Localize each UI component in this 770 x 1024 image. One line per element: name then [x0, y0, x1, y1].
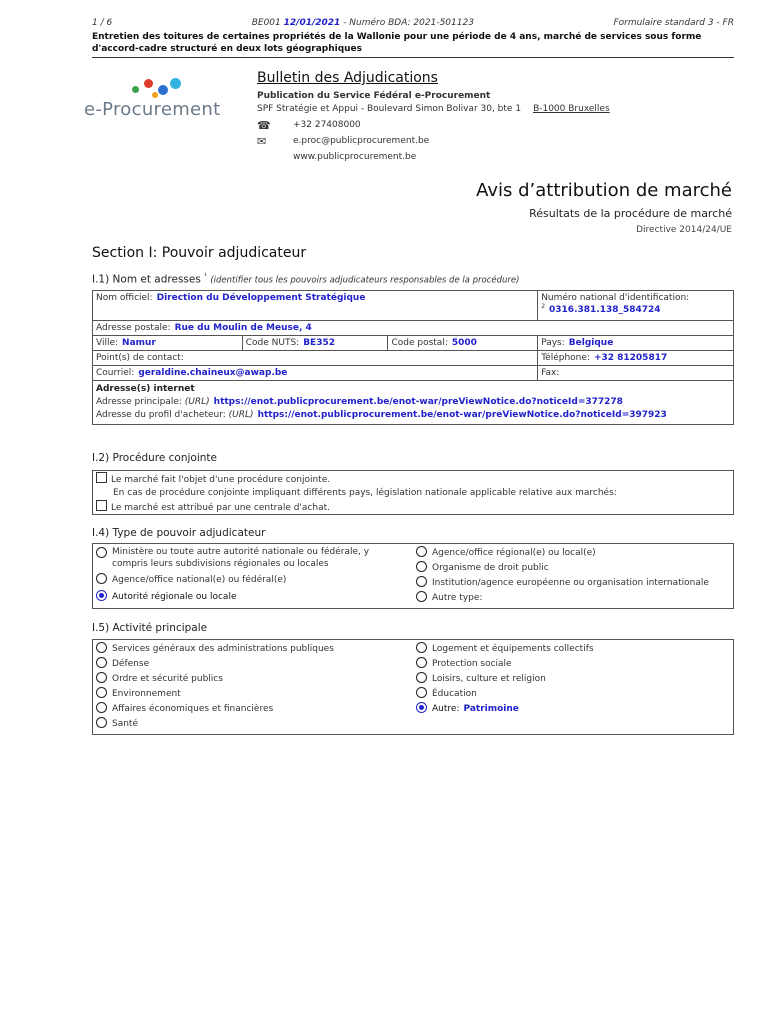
nuts-cell — [242, 336, 388, 351]
contracting-authority-table — [92, 290, 734, 425]
option-ministry: Ministère ou toute autre autorité nationale ou fédérale, y compris leurs subdivisions régionales ou locales — [112, 547, 370, 569]
city-cell — [93, 336, 243, 351]
radio-environment[interactable] — [96, 687, 107, 698]
option-defense: Défense — [112, 659, 150, 669]
option-education: Éducation — [432, 689, 477, 699]
notice-directive: Directive 2014/24/UE — [636, 225, 732, 235]
option-other-activity: Autre: — [432, 704, 460, 714]
bulletin-address: SPF Stratégie et Appui - Boulevard Simon Bolivar 30, bte 1 — [257, 104, 522, 114]
central-purchasing-checkbox[interactable] — [96, 500, 107, 511]
radio-eu-institution[interactable] — [416, 576, 427, 587]
radio-social-protection[interactable] — [416, 657, 427, 668]
nuts-value: BE352 — [303, 338, 335, 348]
joint-procurement-box — [92, 470, 734, 515]
phone-icon: ☎ — [257, 118, 271, 132]
country-label: Pays: — [541, 338, 565, 348]
bulletin-phone: +32 27408000 — [293, 120, 361, 130]
joint-procedure-label: Le marché fait l'objet d'une procédure conjointe. — [111, 475, 331, 485]
main-address-link[interactable]: https://enot.publicprocurement.be/enot-war/preViewNotice.do?noticeId=377278 — [213, 397, 623, 407]
contact-cell — [93, 351, 538, 366]
email-cell — [93, 366, 538, 381]
i2-title: I.2) Procédure conjointe — [92, 452, 217, 464]
main-activity-box — [92, 639, 734, 735]
joint-procedure-checkbox[interactable] — [96, 472, 107, 483]
option-health: Santé — [112, 719, 138, 729]
postal-code-label: Code postal: — [391, 338, 448, 348]
bulletin-city[interactable]: B-1000 Bruxelles — [533, 104, 610, 114]
joint-procedure-law-text: En cas de procédure conjointe impliquant différents pays, législation nationale applicable relative aux marchés: — [113, 488, 617, 498]
other-activity-value: Patrimoine — [463, 704, 519, 714]
profile-url-tag: (URL) — [228, 410, 254, 420]
postal-address-label: Adresse postale: — [96, 323, 171, 333]
contact-label: Point(s) de contact: — [96, 353, 184, 363]
i1-heading — [92, 272, 519, 286]
radio-other-activity[interactable] — [416, 702, 427, 713]
option-general-services: Services généraux des administrations publiques — [112, 644, 334, 654]
notice-subtitle: Résultats de la procédure de marché — [529, 207, 732, 220]
contract-title: Entretien des toitures de certaines propriétés de la Wallonie pour une période de 4 ans, marché de services sous forme d'accord-cadre structuré en deux lots géographiques — [92, 32, 702, 54]
national-id-value: 0316.381.138_584724 — [549, 305, 661, 315]
header-divider — [92, 57, 734, 58]
ref-prefix: BE001 — [251, 18, 281, 28]
bulletin-email[interactable]: e.proc@publicprocurement.be — [293, 136, 430, 146]
radio-economic-affairs[interactable] — [96, 702, 107, 713]
option-social-protection: Protection sociale — [432, 659, 512, 669]
option-public-order: Ordre et sécurité publics — [112, 674, 223, 684]
option-recreation: Loisirs, culture et religion — [432, 674, 546, 684]
fax-label: Fax: — [541, 368, 560, 378]
radio-regional-authority[interactable] — [96, 590, 107, 601]
page-header — [92, 18, 734, 28]
radio-housing[interactable] — [416, 642, 427, 653]
central-purchasing-label: Le marché est attribué par une centrale d'achat. — [111, 503, 330, 513]
buyer-profile-label: Adresse du profil d'acheteur: — [96, 410, 226, 420]
radio-recreation[interactable] — [416, 672, 427, 683]
country-cell — [538, 336, 734, 351]
email-value[interactable]: geraldine.chaineux@awap.be — [138, 368, 288, 378]
internet-label: Adresse(s) internet — [96, 384, 195, 394]
postal-address-cell — [93, 321, 734, 336]
city-label: Ville: — [96, 338, 119, 348]
radio-regional-agency[interactable] — [416, 546, 427, 557]
nuts-label: Code NUTS: — [245, 338, 300, 348]
option-eu-institution: Institution/agence européenne ou organisation internationale — [432, 578, 709, 588]
i5-title: I.5) Activité principale — [92, 622, 208, 634]
authority-type-box — [92, 543, 734, 609]
option-other-type: Autre type: — [432, 593, 483, 603]
notice-date: 12/01/2021 — [283, 18, 341, 28]
official-name-cell — [93, 291, 538, 321]
radio-health[interactable] — [96, 717, 107, 728]
option-national-agency: Agence/office national(e) ou fédéral(e) — [112, 575, 287, 585]
notice-title: Avis d’attribution de marché — [476, 180, 732, 201]
postal-code-value: 5000 — [451, 338, 477, 348]
notice-reference — [252, 18, 474, 28]
national-id-label: Numéro national d'identification: — [541, 293, 690, 303]
bda-number: - Numéro BDA: 2021-501123 — [343, 18, 474, 28]
official-name-label: Nom officiel: — [96, 293, 153, 303]
option-housing: Logement et équipements collectifs — [432, 644, 594, 654]
i1-note: (identifier tous les pouvoirs adjudicateurs responsables de la procédure) — [210, 275, 520, 286]
option-regional-authority: Autorité régionale ou locale — [112, 592, 237, 602]
option-environment: Environnement — [112, 689, 181, 699]
option-regional-agency: Agence/office régional(e) ou local(e) — [432, 548, 596, 558]
bulletin-publisher: Publication du Service Fédéral e-Procurement — [257, 91, 491, 101]
city-value: Namur — [122, 338, 156, 348]
buyer-profile-link[interactable]: https://enot.publicprocurement.be/enot-war/preViewNotice.do?noticeId=397923 — [257, 410, 667, 420]
radio-other-type[interactable] — [416, 591, 427, 602]
bulletin-title[interactable]: Bulletin des Adjudications — [257, 70, 438, 86]
official-name-value: Direction du Développement Stratégique — [156, 293, 366, 303]
radio-defense[interactable] — [96, 657, 107, 668]
radio-education[interactable] — [416, 687, 427, 698]
radio-national-agency[interactable] — [96, 573, 107, 584]
i1-title: I.1) Nom et adresses — [92, 273, 201, 286]
option-public-law-body: Organisme de droit public — [432, 563, 549, 573]
fax-cell — [538, 366, 734, 381]
country-value: Belgique — [568, 338, 614, 348]
i4-title: I.4) Type de pouvoir adjudicateur — [92, 527, 266, 539]
radio-ministry[interactable] — [96, 547, 107, 558]
national-id-footnote: 2 — [541, 303, 546, 310]
eprocurement-logo — [84, 78, 224, 123]
bulletin-block — [257, 70, 610, 164]
phone-value: +32 81205817 — [593, 353, 668, 363]
radio-general-services[interactable] — [96, 642, 107, 653]
phone-cell — [538, 351, 734, 366]
logo-text: e-Procurement — [84, 99, 221, 120]
phone-label: Téléphone: — [541, 353, 590, 363]
form-label: Formulaire standard 3 - FR — [613, 18, 734, 28]
i1-footnote-ref: ¹ — [204, 272, 207, 280]
radio-public-law-body[interactable] — [416, 561, 427, 572]
postal-code-cell — [388, 336, 538, 351]
main-url-tag: (URL) — [184, 397, 210, 407]
envelope-icon: ✉ — [257, 134, 267, 148]
national-id-cell — [538, 291, 734, 321]
option-economic-affairs: Affaires économiques et financières — [112, 704, 274, 714]
postal-address-value: Rue du Moulin de Meuse, 4 — [174, 323, 312, 333]
page-number: 1 / 6 — [92, 18, 113, 28]
bulletin-website[interactable]: www.publicprocurement.be — [293, 152, 417, 162]
section-title: Section I: Pouvoir adjudicateur — [92, 245, 307, 261]
radio-public-order[interactable] — [96, 672, 107, 683]
notice-title-block — [476, 180, 732, 235]
email-label: Courriel: — [96, 368, 135, 378]
main-address-label: Adresse principale: — [96, 397, 182, 407]
internet-cell — [93, 381, 734, 425]
